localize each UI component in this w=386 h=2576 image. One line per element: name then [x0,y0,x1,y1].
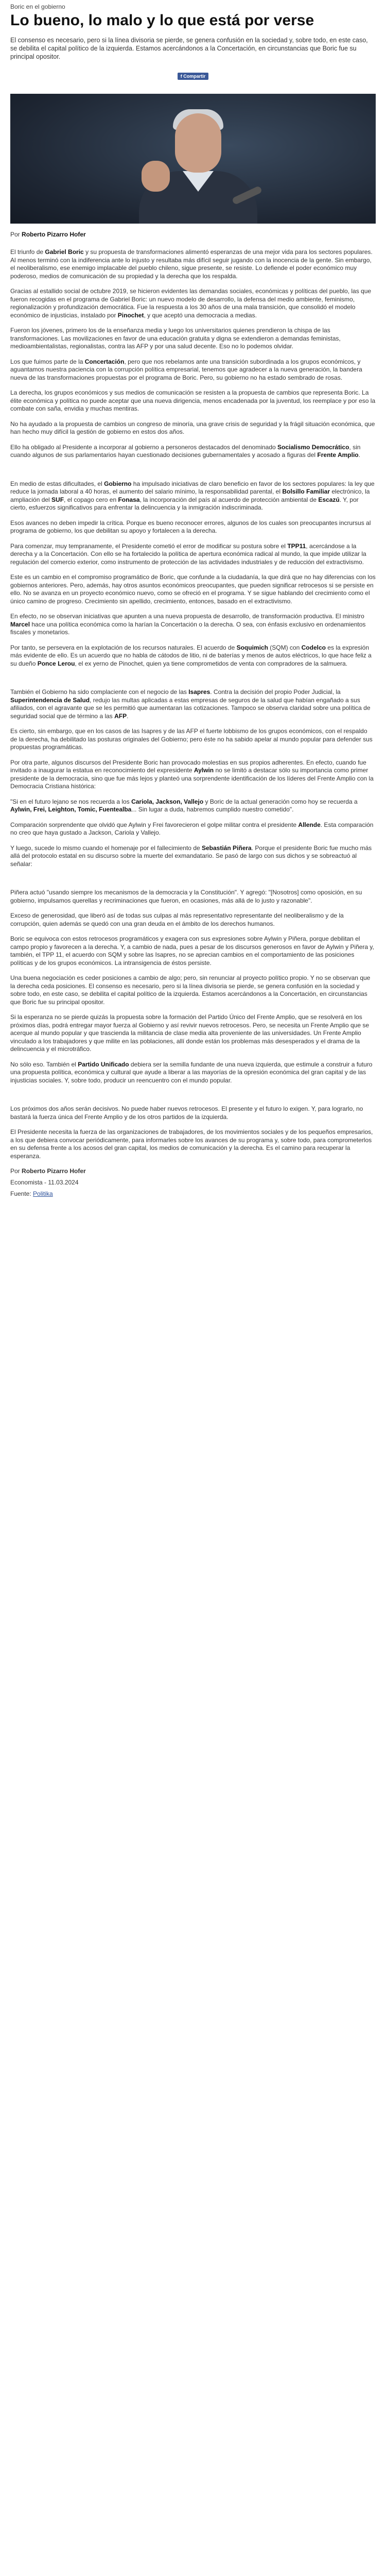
article-paragraph: No sólo eso. También el Partido Unificado debiera ser la semilla fundante de una nueva izquierda, que estimule a construir a futuro una propuesta política, económica y cultural que ayude a liberar a las mayorías de la opresión económica del gran capital y de las injusticias sociales. Y, sobre todo, producir un reencuentro con el mundo popular. [10,1060,373,1084]
article-paragraph: Boric se equivoca con estos retrocesos programáticos y exagera con sus expresiones sobre Aylwin y Piñera, porque debilitan el campo propio y favorecen a la derecha. Y, a cambio de nada, pues a pesar de los discursos generosos en favor de Aylwin y Piñera y, también, el TPP 11, el acuerdo con SQM y sobre las Isapres, no se aprecian cambios en el comportamiento de las posiciones políticas y de los grupos económicos. La intransigencia de éstos persiste. [10,935,374,967]
kicker: Boric en el gobierno [10,3,65,10]
photo-figure-head [175,113,221,173]
hero-photo [10,94,376,224]
article-paragraph: Los próximos dos años serán decisivos. No puede haber nuevos retrocesos. El presente y el futuro lo exigen. Y, para lograrlo, no bastará la fuerza única del Frente Amplio y de los otros partidos de la izquierda. [10,1105,363,1121]
article-paragraph: Por otra parte, algunos discursos del Presidente Boric han provocado molestias en sus propios adherentes. En efecto, cuando fue invitado a inaugurar la estatua en reconocimiento del expresidente Aylwin no se limitó a destacar sólo su importancia como primer presidente de la democracia, sino que fue más lejos y planteó una sorprendente identificación de los líderes del Frente Amplio con la Democracia Cristiana histórica: [10,758,374,790]
facebook-icon: f [180,74,182,79]
footer-tag-prefix: Fuente: [10,1190,31,1197]
article-paragraph: Una buena negociación es ceder posiciones a cambio de algo; pero, sin renunciar al proyecto político propio. Y no se observan que la derecha ceda posiciones. El consenso es necesario, pero si la línea divisoria se pierde, se genera confusión en la sociedad y sobre todo, en este caso, se debilita el capital político de la izquierda. Estamos acercándonos a la Concertación, en circunstancias que Boric fue su principal opositor. [10,974,371,1006]
share-bar [10,71,376,80]
article-section-4 [10,889,376,1084]
byline-prefix: Por [10,231,20,238]
byline-author: Roberto Pizarro Hofer [22,231,86,238]
footer-tag-link[interactable]: Politika [33,1190,53,1197]
article-paragraph: Exceso de generosidad, que liberó así de todas sus culpas al más representativo representante del neoliberalismo y de la corrupción, quien además se quedó con una gran deuda en el ámbito de los derechos humanos. [10,912,344,927]
article-paragraph: En efecto, no se observan iniciativas que apunten a una nueva propuesta de desarrollo, de transformación productiva. El ministro Marcel hace una política económica como la harían la Concertación o la derecha. O sea, con énfasis exclusivo en ordenamientos fiscales y monetarios. [10,613,366,636]
article-paragraph: Los que fuimos parte de la Concertación, pero que nos rebelamos ante una transición subordinada a los grupos económicos, y aguantamos nuestra paciencia con la corrupción política empresarial, tenemos que agradecer a la nueva generación, la bandera nueva de las transformaciones propuestas por el programa de Boric. Pero, su gobierno no ha estado sembrado de rosas. [10,358,362,381]
article-section-1 [10,248,376,460]
article-paragraph: La derecha, los grupos económicos y sus medios de comunicación se resisten a la propuesta de cambios que representa Boric. La élite económica y política no puede aceptar que una nueva dirigencia, menos encadenada por la juventud, los reemplace y por eso la combate con saña, envidia y muchas mentiras. [10,389,376,412]
byline [10,231,376,238]
article-paragraph: "Si en el futuro lejano se nos recuerda a los Cariola, Jackson, Vallejo y Boric de la actual generación como hoy se recuerda a Aylwin, Frei, Leighton, Tomic, Fuentealba... Sin lugar a duda, habremos cumplido nuestro cometido". [10,798,358,813]
article-paragraph: Gracias al estallido social de octubre 2019, se hicieron evidentes las demandas sociales, económicas y políticas del pueblo, las que fueron recogidas en el programa de Gabriel Boric: un nuevo modelo de desarrollo, la defensa del medio ambiente, feminismo, regionalización y profundización democrática. Fue la respuesta a los 30 años de una mala transición, que consolidó el modelo económico de injusticias, instalado por Pinochet, y que aceptó una democracia a medias. [10,287,372,319]
footer-tag [10,1190,376,1197]
footer-byline-author: Roberto Pizarro Hofer [22,1167,86,1175]
article-paragraph: Comparación sorprendente que olvidó que Aylwin y Frei favorecieron el golpe militar contra el presidente Allende. Esta comparación no creo que haya gustado a Jackson, Cariola y Vallejo. [10,821,374,836]
footer-source: Economista - 11.03.2024 [10,1179,79,1186]
headline: Lo bueno, lo malo y lo que está por verse [10,12,314,29]
article-section-2 [10,480,376,668]
article-paragraph: Si la esperanza no se pierde quizás la propuesta sobre la formación del Partido Único del Frente Amplio, que se resolverá en los próximos días, podrá entregar mayor fuerza al Gobierno y así revivir nuevos retrocesos. Pero, se necesita un Frente Amplio que se acerque al mundo popular y que trascienda la militancia de clase media alta proveniente de las universidades. Un Frente Amplio vinculado a los trabajadores y que milite en las poblaciones, allí donde están los problemas más desesperados y el drama de la delincuencia y el microtráfico. [10,1013,370,1053]
article-paragraph: El Presidente necesita la fuerza de las organizaciones de trabajadores, de los movimientos sociales y de los pequeños empresarios, a los que debiera convocar periódicamente, para informarles sobre los avances de su programa y, sobre todo, para comprometerlos en su defensa frente a los acosos del gran capital, los medios de comunicación y la derecha. Es el camino para recuperar la esperanza. [10,1128,373,1160]
article-section-3 [10,688,376,868]
article-paragraph: Piñera actuó "usando siempre los mecanismos de la democracia y la Constitución". Y agregó: "[Nosotros] como oposición, en su gobierno, impulsamos querellas y recriminaciones que fueron, en ocasiones, más allá de lo justo y razonable". [10,889,362,904]
share-button[interactable] [178,73,209,80]
article-paragraph: En medio de estas dificultades, el Gobierno ha impulsado iniciativas de claro beneficio en favor de los sectores populares: la ley que reduce la jornada laboral a 40 horas, el aumento del salario mínimo, la responsabilidad parental, el Bolsillo Familiar electrónico, la ampliación del SUF, el copago cero en Fonasa, la incorporación del país al acuerdo de protección ambiental de Escazú. Y, por cierto, esfuerzos significativos para enfrentar la delincuencia y la inmigración indiscriminada. [10,480,375,511]
article-paragraph: Para comenzar, muy tempranamente, el Presidente cometió el error de modificar su postura sobre el TPP11, acercándose a la derecha y a la Concertación. Con ello se ha fortalecido la política de apertura económica radical al mundo, la que impide utilizar la regulación del comercio exterior, como instrumento de protección de las actividades industriales y de reducción del extractivismo. [10,542,366,566]
footer-byline-prefix: Por [10,1167,20,1175]
share-button-label: Compartir [183,74,206,79]
article-paragraph: Este es un cambio en el compromiso programático de Boric, que confunde a la ciudadanía, la que dirá que no hay diferencias con los gobiernos anteriores. Pero, además, hay otros asuntos económicos preocupantes, que pueden significar retrocesos si se persiste en ello. No se avanza en un proyecto económico nuevo, como se ofreció en el programa. Y se sigue hablando del crecimiento como el único camino de progreso. Crecimiento sin apellido, crecimiento, entonces, basado en el extractivismo. [10,573,376,605]
article-paragraph: Y luego, sucede lo mismo cuando el homenaje por el fallecimiento de Sebastián Piñera. Porque el presidente Boric fue mucho más allá del protocolo estatal en su discurso sobre la muerte del exmandatario. Se pasó de largo con sus dichos y se sobreactuó al señalar: [10,844,372,868]
article-paragraph: Esos avances no deben impedir la crítica. Porque es bueno reconocer errores, algunos de los cuales son preocupantes incrursus al programa de gobierno, los que debilitan su apoyo y fortalecen a la derecha. [10,519,371,534]
article-paragraph: Es cierto, sin embargo, que en los casos de las Isapres y de las AFP el fuerte lobbismo de los grupos económicos, con el respaldo de la derecha, ha debilitado las posturas originales del Gobierno; pero éste no ha sabido apelar al mundo popular para defender sus propuestas programáticas. [10,727,373,751]
article-paragraph: El triunfo de Gabriel Boric y su propuesta de transformaciones alimentó esperanzas de una mejor vida para los sectores populares. Al menos terminó con la indiferencia ante lo injusto y resultaba más difícil seguir jugando con la inocencia de la gente. Sin embargo, el neoliberalismo, ese enemigo implacable del pueblo chileno, sigue presente, se resiste. Lo defiende el poder económico muy poderoso, medios de comunicación de su propiedad y la derecha que los respalda. [10,248,373,280]
footer-byline [10,1167,376,1175]
article-section-5 [10,1105,376,1160]
article-paragraph: No ha ayudado a la propuesta de cambios un congreso de minoría, una grave crisis de seguridad y la frágil situación económica, que han hecho muy difícil la gestión de gobierno en estos dos años. [10,420,375,435]
lead-paragraph: El consenso es necesario, pero si la línea divisoria se pierde, se genera confusión en la sociedad y, sobre todo, en este caso, se debilita el capital político de la izquierda. Estamos acercándonos a la Concertación, en circunstancias que Boric fue su principal opositor. [10,37,368,60]
article-paragraph: También el Gobierno ha sido complaciente con el negocio de las Isapres. Contra la decisión del propio Poder Judicial, la Superintendencia de Salud, redujo las multas aplicadas a estas empresas de seguros de la salud que habían engañado a sus afiliados, con el agravante que se les permitió que aumentaran las cotizaciones. Tampoco se observa claridad sobre una política de seguridad social que de término a las AFP. [10,688,371,720]
photo-figure-hand [142,161,170,192]
article-paragraph: Fueron los jóvenes, primero los de la enseñanza media y luego los universitarios quienes prendieron la chispa de las transformaciones. Las movilizaciones en favor de una educación gratuita y digna se extendieron a demandas feministas, medioambientalistas, regionalistas, contra las AFP y por una salud decente. Eso no lo podemos olvidar. [10,327,341,350]
article-paragraph: Por tanto, se persevera en la explotación de los recursos naturales. El acuerdo de Soquimich (SQM) con Codelco es la expresión más evidente de ello. Es un acuerdo que no habla de cátodos de litio, ni de baterías y menos de autos eléctricos, lo que hace feliz a su dueño Ponce Lerou, el ex yerno de Pinochet, quien ya tiene comprometidos de venta con compradores de la salmuera. [10,643,372,667]
article-paragraph: Ello ha obligado al Presidente a incorporar al gobierno a personeros destacados del denominado Socialismo Democrático, sin cuando algunos de sus parlamentarios hayan cuestionado decisiones gubernamentales y acosado a figuras del Frente Amplio. [10,443,361,459]
